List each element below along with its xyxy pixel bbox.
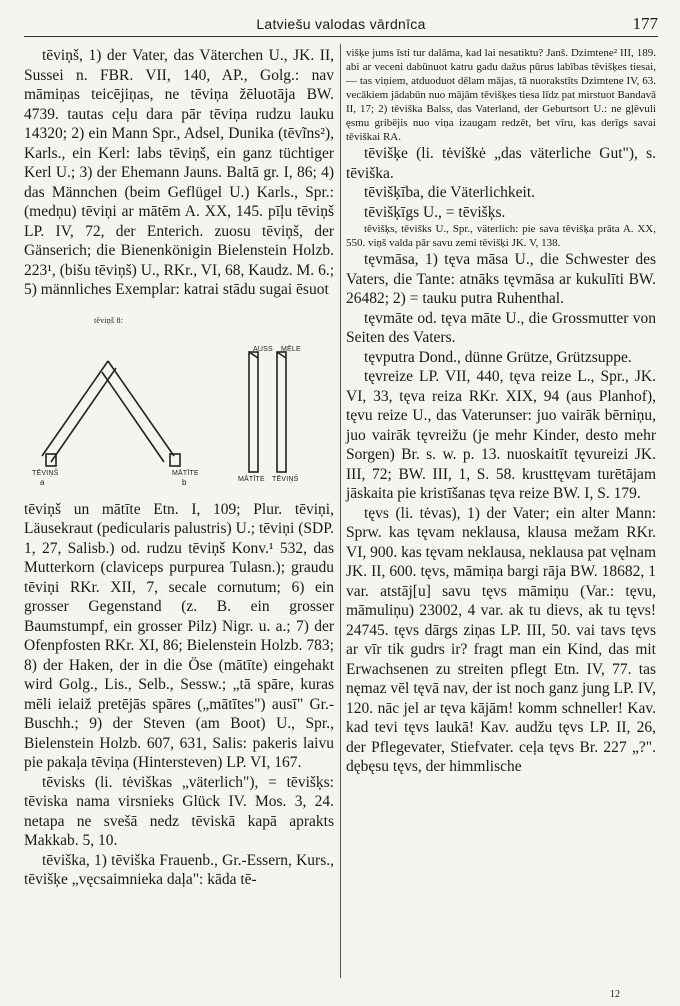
page-header — [24, 14, 658, 37]
figure-caption: tēviņš 8: — [94, 315, 124, 325]
entry-teviskiba: tēvišķība, die Väterlichkeit. — [364, 184, 536, 201]
label-tevins: TĒVIŅŠ — [272, 475, 299, 483]
right-column — [346, 46, 656, 777]
entry-teviskigs: tēvišķīgs U., = tēvišķs. — [364, 203, 506, 221]
entry-tevisks: tēvisks (li. tėviškas „väterlich"), = tēvišķs: tēviska nama virsnieks Glück IV. Mos. 3, 24. netapa ne svešā nedz tēviskā kapā aprakts Makkab. 5, 10. — [24, 773, 334, 849]
entry-tevmate: tęvmāte od. tęva māte U., die Grossmutter von Seiten des Vaters. — [346, 309, 656, 346]
label-b-word: MĀTĪTE — [172, 469, 199, 477]
label-a-word: TĒVIŅŠ — [32, 469, 59, 477]
label-mele: MĒLE — [281, 345, 301, 353]
entry-tevins: tēviņš, 1) der Vater, das Väterchen U., JK. II, Sussei n. FBR. VII, 140, AP., Golg.: nav māmiņas teicējiņas, ne tēviņa žēluotāja BW. 4739. tautas ceļu dara pār tēviņa rudzu lauku 14320; 2) ein Mann Spr., Adsel, Dunika (tēvĩns²), Karls., ein Kerl: labs tēviņš, ein ganz tüchtiger Kerl U.; 3) der Ehemann Jauns. Baltā gr. I, 86; 4) das Männchen (beim Geflügel U.) Karls., Spr.: (medņu) tēviņi ar mātēm A. XX, 145. pīļu tēviņš LP. IV, 72, der Enterich. zuosu tēviņš, der Gänserich; die Bienenkönigin Bielenstein Holzb. 223¹, (bišu tēviņš) U., RKr., VI, 68, Kaudz. M. 6.; 5) männliches Exemplar: katrai stādu sugai ēsuot — [24, 47, 334, 298]
entry-tevisks-2: tēvišķs, tēvišks U., Spr., väterlich: pie sava tēvišķa prāta A. XX, 550. viņš valda pār savu zemi tēvišķi JK. V, 138. — [346, 223, 656, 249]
label-auss: AUSS — [253, 345, 273, 353]
page-number: 177 — [632, 14, 658, 33]
entry-tevs: tęvs (li. tėvas), 1) der Vater; ein alter Mann: Sprw. kas tęvam neklausa, klausa mežam RKr. VI, 900. kas tęvam neklausa, neklausa pat vęlnam JK. II, 600. tęvs, māmiņa bargi rāja BW. 18682, 1 var. atstāj[u] savu tęvs māmiņu (Var.: tęvu, māmuliņu) 23002, 4 var. ak tu dievs, ak tu tęvs! 24745. tęvs dārgs ziņas LP. III, 50. vai tavs tęvs ar vīr tik gudrs ir? fragt man ein Kind, das mit Erwachsenen zu streiten pflegt Etn. IV, 77. tas nęmaz vēl tęvā nav, der ist noch ganz jung LP. IV, 120. nāc jel ar tęva kājām! komm schneller! Kav. kad tevi tęvs laukā! Kav. audžu tęvs LP. II, 26, der Pflegevater, Stiefvater. ceļa tęvs Br. 227 „?". dębęsu tęvs, der himmlische — [346, 504, 656, 775]
column-divider — [340, 44, 341, 978]
left-column — [24, 46, 334, 890]
label-matite: MĀTĪTE — [238, 475, 265, 483]
hinge-drawing — [24, 306, 334, 496]
entry-tevputra: tęvputra Dond., dünne Grütze, Grützsuppe. — [364, 348, 632, 366]
running-title: Latviešu valodas vārdnīca — [256, 16, 426, 32]
entry-tevins-cont: tēviņš un mātīte Etn. I, 109; Plur. tēviņi, Läusekraut (pedicularis palustris) U.; tēviņi (SDP. 1, 27, Salisb.) od. rudzu tēviņš Konv.¹ 532, das Mutterkorn (claviceps purpurea Tulasn.); graudu tēviņi RKr. XII, 7, secale cornutum; 6) ein grosser Gegenstand (z. B. ein grosser Baumstumpf, ein grosser Pilz) Nigr. u. a.; 7) der Ofenpfosten RKr. XI, 86; Bielenstein Holzb. 783; 8) der Haken, der in die Öse (mātīte) eingehakt wird Golg., Lis., Selb., Sessw.; „tā spāre, kuras mēli ielaiž pretējās spāres („mātītes") ausī" Gr.-Buschh.; 9) der Steven (am Boot) U., Spr., Bielenstein Holzb. 607, 631, Salis: pakeris laivu pie pakaļa tēviņa (Hintersteven) LP. VI, 167. — [24, 500, 334, 771]
label-b-letter: b — [182, 477, 187, 487]
entry-teviska-cont: višķe jums īsti tur dalāma, kad lai nesatiktu? Janš. Dzimtene² III, 189. abi ar veceni dabūnuot katru gadu dažus pūrus labības tēvišķes tiesai, — tas viņiem, atduoduot dēlam mājas, tā nuorakstīts Dzimtene IV, 63. vecākiem jādabūn nuo mājām tēvišķes tiesa līdz pat mirstuot Bandavā II, 17; 2) tēviška Balss, das Vaterland, der Geburtsort U.: ne gļēvuli ęsmu gribējis nuo viņa izaugam redzēt, bet vīru, kas derīgs savai tēviškai RA. — [346, 47, 656, 143]
entry-teviske: tēvišķe (li. tėviškė „das väterliche Gut"), s. tēviška. — [346, 145, 656, 182]
signature-mark: 12 — [610, 989, 620, 1000]
illustration-tevins — [24, 306, 334, 496]
entry-tevreize: tęvreize LP. VII, 440, tęva reize L., Spr., JK. VI, 33, tęva reiza RKr. XIX, 94 (aus Planhof), tęvu reize U., das Vaterunser: juo vairāk bērniņu, juo vairāk tęvreižu (je mehr Kinder, desto mehr Sorgen) Br. s. w. p. 13. nuoskaitīt tęvureizi JK. III, 72; BW. III, 1, S. 58. krusttęvam turētājam jāskaita pie kristīšanas tęva reize BW. I, S. 179. — [346, 368, 656, 502]
entry-teviska: tēviška, 1) tēviška Frauenb., Gr.-Essern, Kurs., tēvišķe „vęcsaimnieka daļa": kāda tē- — [24, 851, 334, 888]
label-a-letter: a — [40, 477, 45, 487]
entry-tevmasa: tęvmāsa, 1) tęva māsa U., die Schwester des Vaters, die Tante: atnāks tęvmāsa ar kukulīti BW. 26482; 2) = tauku putra Ruhenthal. — [346, 251, 656, 307]
